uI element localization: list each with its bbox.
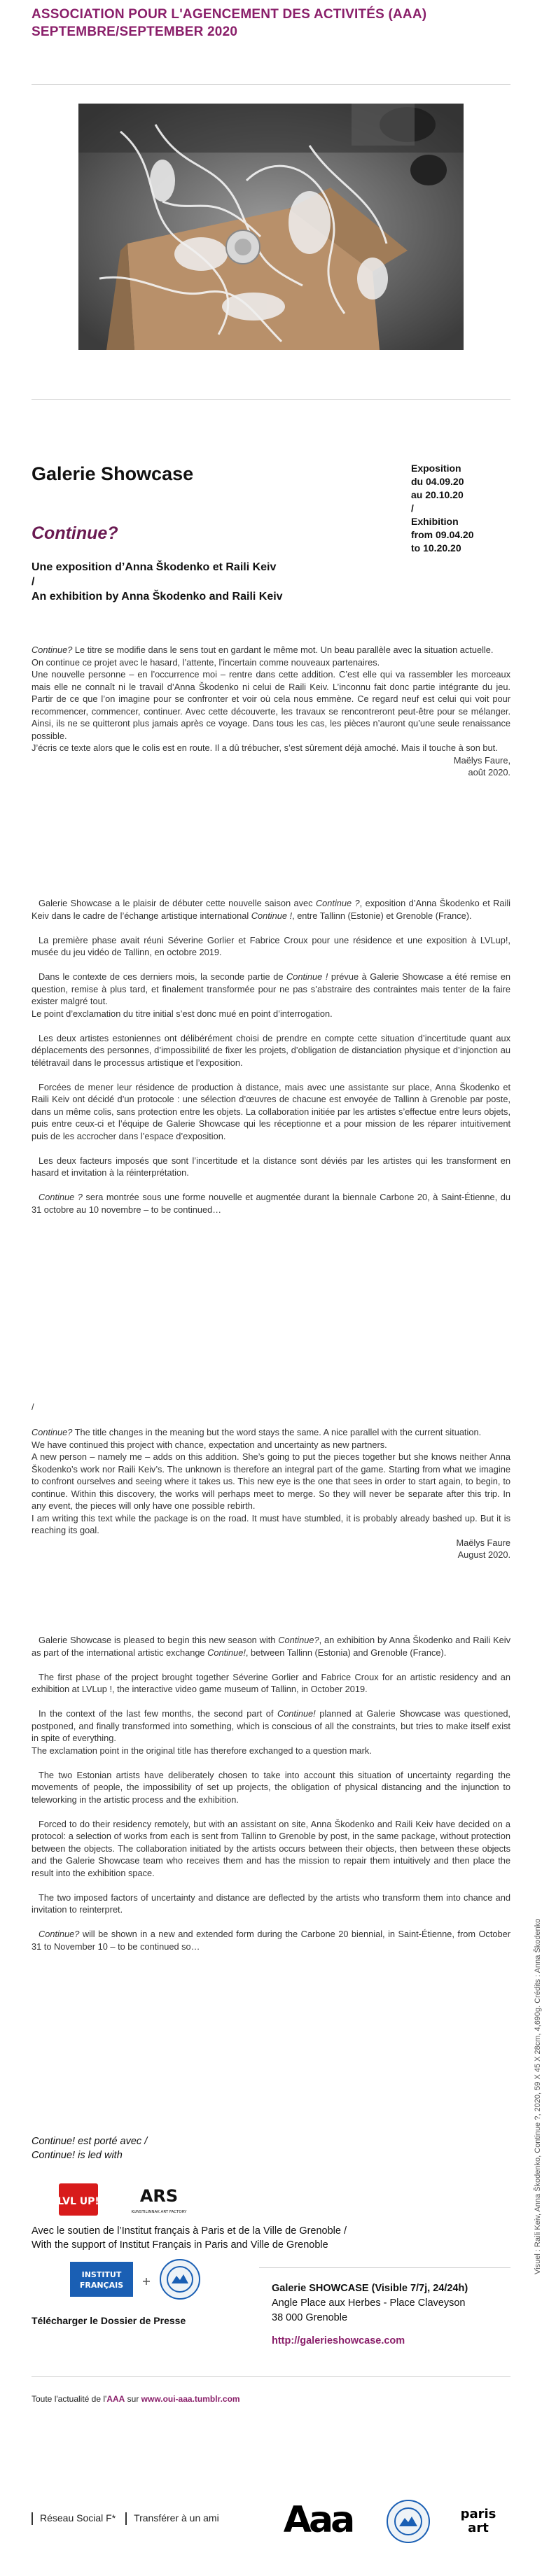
italic-title: Continue ?	[315, 898, 360, 908]
paragraph: La première phase avait réuni Séverine Gorlier et Fabrice Croux pour une résidence et une exposition à LVLup!, musée du jeu vidéo de Tallinn, en octobre 2019.	[32, 934, 510, 957]
ars-logo-subtext: KUNSTILINNAK ART FACTORY	[131, 2210, 187, 2214]
ville-de-grenoble-logo[interactable]	[160, 2259, 200, 2300]
photo-divider	[32, 399, 510, 400]
dates-line: /	[411, 502, 414, 514]
paragraph: The first phase of the project brought together Séverine Gorlier and Fabrice Croux for an artistic residency and an exhibition at LVLup !, the interactive video game museum of Tallinn, in October 2019.	[32, 1671, 510, 1694]
follow-aaa: AAA	[106, 2394, 125, 2404]
paragraph: We have continued this project with chance, expectation and uncertainty as new partners.	[32, 1439, 387, 1450]
follow-prefix: Toute l'actualité de l'	[32, 2394, 107, 2404]
lvlup-logo[interactable]	[57, 2182, 99, 2217]
english-intro-text	[32, 1426, 510, 1561]
share-bar	[32, 2512, 219, 2525]
ars-logo-text: ARS	[139, 2186, 179, 2206]
paragraph: The exclamation point in the original title has therefore exchanged to a question mark.	[32, 1745, 372, 1756]
paragraph: On continue ce projet avec le hasard, l’attente, l’incertain comme nouveaux partenaires.	[32, 656, 380, 668]
venue-name: Galerie SHOWCASE	[272, 2283, 369, 2294]
image-credit-text: Visuel : Raili Keiv, Anna Škodenko, Continue ?, 2020, 59 X 45 X 28cm, 4,690g. Crédits : Anna Škodenko	[534, 1918, 542, 2274]
institut-logo-line2: FRANÇAIS	[79, 2281, 124, 2290]
parisart-logo-line1: paris	[460, 2507, 496, 2521]
text-span: , exposition d’Anna Škodenko et Raili Keiv dans le cadre de l’échange artistique international	[32, 898, 511, 921]
subtitle-slash: /	[32, 576, 35, 588]
support-text	[32, 2224, 347, 2252]
venue-website-link[interactable]: http://galerieshowcase.com	[272, 2335, 405, 2346]
signature-date: August 2020.	[457, 1549, 510, 1560]
lvlup-logo-text: LVL UP!	[57, 2196, 99, 2207]
led-with-label	[32, 2134, 147, 2162]
paragraph: Une nouvelle personne – en l’occurrence moi – rentre dans cette addition. C’est elle qui va rassembler les morceaux mais elle ne connaît ni le travail d’Anna Škodenko ni celui de Raili Keiv. L’inconnu fait donc partie intégrante du jeu. Partir de ce que l’on imagine pour se confronter et voir où cela nous emmène. Ce regard neuf est celui qui voit pour recommencer, commencer, continuer. Avec cette découverte, les travaux se rencontreront peut-être pour se mélanger. Ainsi, ils ne se quitteront plus jamais après ce voyage. Dans tous les cas, les pièces n’auront qu’une seule renaissance possible.	[32, 669, 510, 741]
venue-address-line1: Angle Place aux Herbes - Place Claveyson	[272, 2297, 466, 2309]
header-divider	[32, 84, 510, 85]
intro-title-italic: Continue?	[32, 645, 73, 655]
paragraph: J’écris ce texte alors que le colis est en route. Il a dû trébucher, s’est sûrement déjà amoché. Mais il touche à son but.	[32, 742, 498, 753]
paragraph: The title changes in the meaning but the word stays the same. A nice parallel with the current situation.	[72, 1427, 482, 1437]
support-line: Avec le soutien de l’Institut français à Paris et de la Ville de Grenoble /	[32, 2225, 347, 2237]
signature-name: Maëlys Faure,	[453, 754, 510, 766]
text-span: In the context of the last few months, the second part of	[39, 1708, 277, 1719]
parisart-logo-line2: art	[468, 2521, 489, 2535]
paragraph: The two Estonian artists have deliberately chosen to take into account this situation of uncertainty regarding the movements of people, the impossibility of set up projects, the obligation of physical distancing and the injunction to teleworking in the artistic process and the exhibition.	[32, 1769, 510, 1805]
dates-line: to 10.20.20	[411, 542, 461, 554]
venue-address-line2: 38 000 Grenoble	[272, 2312, 348, 2323]
ars-logo[interactable]	[131, 2181, 187, 2218]
venue-divider	[259, 2267, 510, 2268]
text-span: prévue à Galerie Showcase a été remise en question, remise à plus tard, et finalement transformée pour ne pas s’abstraire des contraintes mais tenter de la faire exister malgré tout.	[32, 971, 510, 1006]
paragraph: Les deux artistes estoniennes ont délibérément choisi de prendre en compte cette situation d’incertitude quant aux déplacements des personnes, d’impossibilité de fixer les projets, d’obligation de distanciation physique et d’injonction au télétravail dans le processus artistique et l’exposition.	[32, 1032, 510, 1068]
exhibition-photo	[78, 104, 464, 350]
text-span: , between Tallinn (Estonia) and Grenoble (France).	[245, 1647, 447, 1658]
institut-logo-line1: INSTITUT	[81, 2270, 122, 2279]
venue-info	[272, 2281, 468, 2349]
dates-line: from 09.04.20	[411, 529, 474, 540]
paragraph: Les deux facteurs imposés que sont l’incertitude et la distance sont déviés par les artistes qui les transforment en hasard et invitation à la réinterprétation.	[32, 1155, 510, 1178]
italic-title: Continue?	[278, 1635, 319, 1645]
paragraph: Le titre se modifie dans le sens tout en gardant le même mot. Un beau parallèle avec la situation actuelle.	[72, 645, 494, 655]
paragraph: The two imposed factors of uncertainty and distance are deflected by the artists who transform them into chance and invitation to reinterpret.	[32, 1892, 510, 1915]
gallery-title: Galerie Showcase	[32, 463, 194, 484]
institut-francais-logo[interactable]	[70, 2262, 133, 2297]
paragraph: A new person – namely me – adds on this addition. She’s going to put the pieces together but she knows neither Anna Škodenko’s work nor Raili Keiv’s. The unknown is therefore an integral part of the game. Starting from what we imagine to confront ourselves and seeing where it takes us. This new eye is the one that sees in order to start again, to begin, to continue. Within this discovery, the works will perhaps meet to merge. So they will never be separate after this trip. In any event, the pieces will only have one possible rebirth.	[32, 1451, 510, 1511]
subtitle-fr: Une exposition d’Anna Škodenko et Raili Keiv	[32, 561, 277, 573]
paragraph: I am writing this text while the package is on the road. It must have stumbled, it is probably already bashed up. But it is reaching its goal.	[32, 1512, 510, 1535]
text-span: Galerie Showcase a le plaisir de débuter cette nouvelle saison avec	[39, 898, 316, 908]
image-credit-vertical	[524, 1365, 542, 2274]
header-title-line1: ASSOCIATION POUR L'AGENCEMENT DES ACTIVITÉS (AAA)	[32, 7, 427, 22]
text-span: Galerie Showcase is pleased to begin this new season with	[39, 1635, 279, 1645]
signature-name: Maëlys Faure	[456, 1537, 510, 1548]
language-divider-slash: /	[32, 1402, 34, 1412]
italic-title: Continue !	[286, 971, 328, 982]
italic-title: Continue !	[251, 910, 293, 921]
english-body-text	[32, 1634, 510, 1952]
share-divider	[32, 2512, 33, 2525]
french-body-text	[32, 897, 510, 1216]
text-span: Dans le contexte de ces derniers mois, la seconde partie de	[39, 971, 286, 982]
download-press-kit-link[interactable]: Télécharger le Dossier de Presse	[32, 2315, 186, 2326]
dates-line: Exhibition	[411, 516, 459, 527]
text-span: , entre Tallinn (Estonie) et Grenoble (France).	[292, 910, 472, 921]
plus-separator-icon	[143, 2276, 150, 2283]
paragraph: Le point d’exclamation du titre initial s’est donc mué en point d’interrogation.	[32, 1008, 333, 1019]
exhibition-title: Continue?	[32, 523, 118, 543]
italic-title: Continue ?	[39, 1192, 83, 1202]
venue-hours: (Visible 7/7j, 24/24h)	[368, 2283, 468, 2294]
french-intro-text	[32, 644, 510, 779]
italic-title: Continue!	[277, 1708, 316, 1719]
social-network-link[interactable]: Réseau Social F*	[40, 2512, 116, 2524]
footer-divider	[32, 2376, 510, 2377]
share-divider	[125, 2512, 127, 2525]
header-title-line2: SEPTEMBRE/SEPTEMBER 2020	[32, 24, 238, 39]
paris-art-logo[interactable]	[452, 2503, 504, 2538]
paragraph: Forcées de mener leur résidence de production à distance, mais avec une assistante sur place, Anna Škodenko et Raili Keiv ont décidé d’un protocole : une sélection d’œuvres de chacune est envoyée de Tallinn à Grenoble par poste, dans un même colis, sans protection entre les objets. La collaboration initiée par les artistes s’effectue entre leurs objets, puis entre ceux-ci et l’équipe de Galerie Showcase qui les réceptionne et a pour mission de les réparer intuitivement puis de les accrocher dans l’espace d’exposition.	[32, 1081, 510, 1141]
paragraph: Forced to do their residency remotely, but with an assistant on site, Anna Škodenko and Raili Keiv have decided on a protocol: a selection of works from each is sent from Tallinn to Grenoble by post, in the same package, without protection between the objects. The collaboration initiated by the artists occurs between their objects, then between these objects and the Galerie Showcase team who receives them and has the mission to repair them intuitively and then place the result into the exhibition space.	[32, 1818, 510, 1878]
dates-line: Exposition	[411, 463, 461, 474]
italic-title: Continue?	[39, 1929, 80, 1939]
support-line: With the support of Institut Français in Paris and Ville de Grenoble	[32, 2239, 328, 2251]
grenoble-footer-logo[interactable]	[387, 2500, 430, 2543]
dates-line: au 20.10.20	[411, 489, 464, 500]
subtitle-en: An exhibition by Anna Škodenko and Raili Keiv	[32, 591, 283, 603]
signature-date: août 2020.	[468, 767, 510, 777]
italic-title: Continue!	[207, 1647, 246, 1658]
text-span: planned at Galerie Showcase was questioned, postponed, and finally transformed into something, which is conscious of all the constraints, but tries to make itself exist in spite of everything.	[32, 1708, 510, 1743]
aaa-logo-text: Aaa	[283, 2499, 353, 2541]
forward-to-friend-link[interactable]: Transférer à un ami	[134, 2512, 219, 2524]
led-with-line: Continue! est porté avec /	[32, 2136, 148, 2147]
dates-line: du 04.09.20	[411, 476, 464, 487]
text-span: will be shown in a new and extended form during the Carbone 20 biennial, in Saint-Étienne, from October 31 to November 10 – to be continued so…	[32, 1929, 510, 1952]
text-span: sera montrée sous une forme nouvelle et augmentée durant la biennale Carbone 20, à Saint-Étienne, du 31 octobre au 10 novembre – to be continued…	[32, 1192, 510, 1215]
aaa-logo[interactable]	[283, 2496, 353, 2540]
follow-line	[32, 2394, 240, 2404]
led-with-line: Continue! is led with	[32, 2150, 123, 2161]
tumblr-link[interactable]: www.oui-aaa.tumblr.com	[141, 2394, 240, 2404]
newsletter-header	[32, 6, 508, 41]
intro-title-italic: Continue?	[32, 1427, 73, 1437]
exhibition-subtitle	[32, 560, 396, 604]
follow-mid: sur	[125, 2394, 141, 2404]
exhibition-dates	[411, 462, 516, 555]
text-span: , an exhibition by Anna Škodenko and Raili Keiv as part of the international artistic exchange	[32, 1635, 511, 1658]
